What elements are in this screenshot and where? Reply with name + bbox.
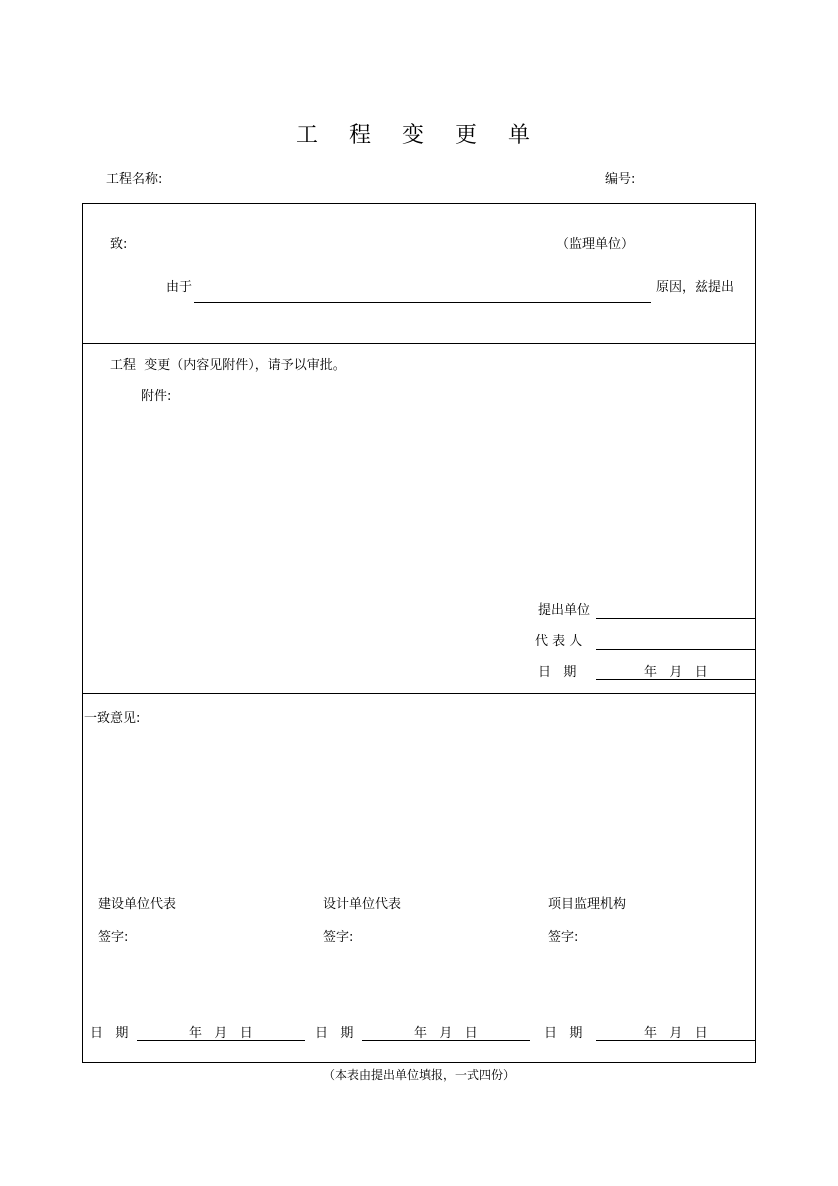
designer-date-label: 日 期 [315, 1026, 354, 1041]
due-to-label: 由于 [166, 280, 193, 295]
reason-suffix-label: 原因，兹提出 [656, 280, 735, 295]
submit-unit-label: 提出单位 [538, 603, 591, 618]
owner-date-label: 日 期 [90, 1026, 129, 1041]
section-divider [82, 343, 756, 344]
supervision-sign-label: 签字: [548, 930, 579, 945]
date-field-line[interactable] [596, 679, 756, 680]
designer-date-line[interactable] [362, 1040, 530, 1041]
form-table [82, 203, 756, 1063]
submit-unit-field-line[interactable] [596, 618, 756, 619]
supervision-date-ymd: 年 月 日 [644, 1026, 708, 1041]
to-label: 致: [110, 237, 128, 252]
owner-rep-title: 建设单位代表 [98, 897, 177, 912]
date-ymd: 年 月 日 [644, 665, 708, 680]
number-label: 编号: [605, 172, 636, 187]
supervision-date-label: 日 期 [544, 1026, 583, 1041]
owner-date-ymd: 年 月 日 [189, 1026, 253, 1041]
designer-sign-label: 签字: [323, 930, 354, 945]
supervision-org-title: 项目监理机构 [548, 897, 627, 912]
section-divider [82, 693, 756, 694]
change-request-text: 工程 变更（内容见附件），请予以审批。 [110, 358, 346, 373]
attachment-label: 附件: [141, 389, 172, 404]
owner-sign-label: 签字: [98, 930, 129, 945]
designer-date-ymd: 年 月 日 [414, 1026, 478, 1041]
date-label: 日 期 [538, 665, 577, 680]
project-name-label: 工程名称: [106, 172, 163, 187]
supervisor-unit-label: （监理单位） [556, 237, 635, 252]
representative-label: 代 表 人 [535, 634, 583, 649]
reason-field-line[interactable] [194, 302, 651, 303]
page-title: 工 程 变 更 单 [296, 123, 542, 148]
footer-note: （本表由提出单位填报，一式四份） [322, 1068, 515, 1082]
designer-rep-title: 设计单位代表 [323, 897, 402, 912]
consensus-label: 一致意见: [84, 711, 141, 726]
representative-field-line[interactable] [596, 649, 756, 650]
supervision-date-line[interactable] [596, 1040, 756, 1041]
owner-date-line[interactable] [137, 1040, 305, 1041]
